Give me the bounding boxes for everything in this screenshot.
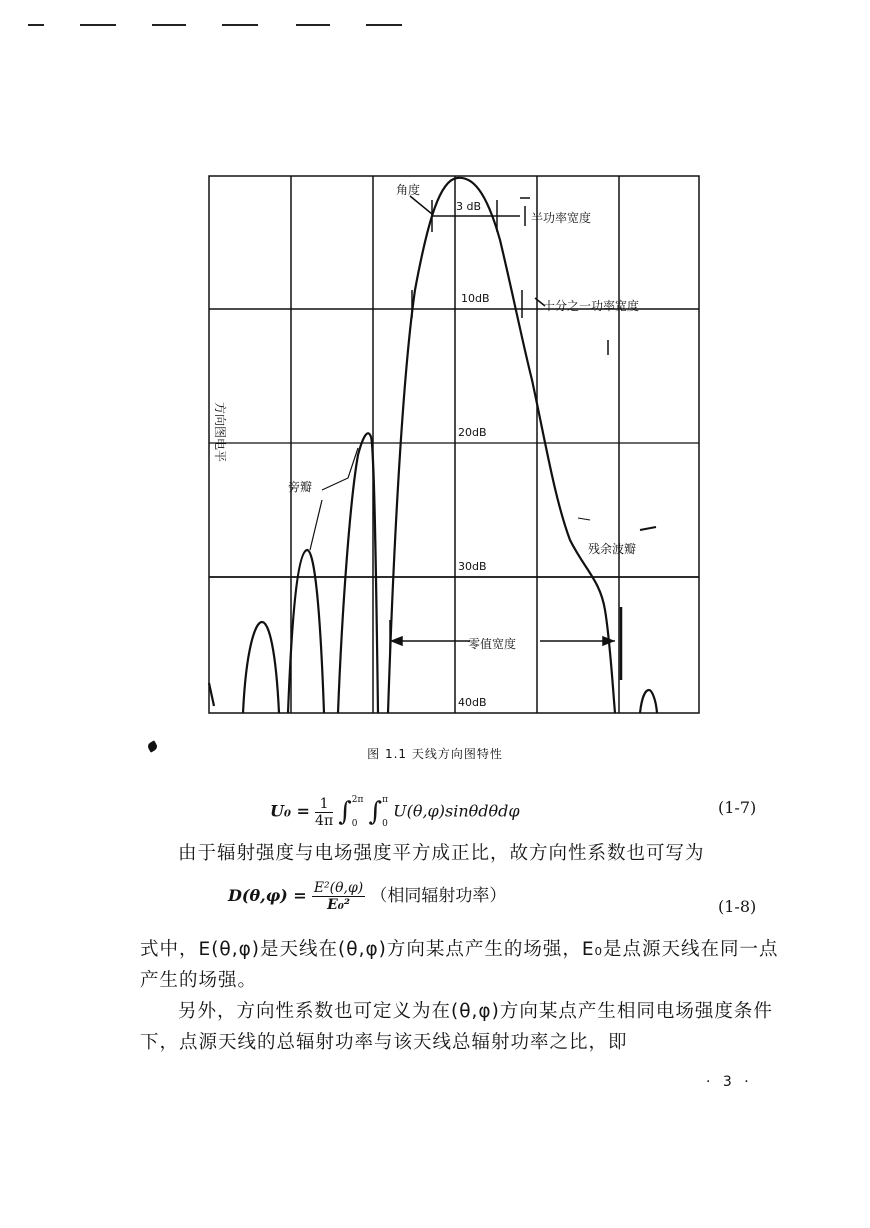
- equation-1-8-number: (1-8): [718, 897, 757, 916]
- annotation-tenth-power: 十分之一功率宽度: [543, 299, 640, 313]
- db-label-40: 40dB: [458, 696, 487, 709]
- side-lobe-pointer: [322, 448, 358, 490]
- plot-frame: [209, 176, 699, 713]
- paragraph-3: 另外，方向性系数也可定义为在(θ,φ)方向某点产生相同电场强度条件下，点源天线的总辐射功率与该天线总辐射功率之比，即: [140, 1001, 773, 1053]
- eq17-frac-num: 1: [315, 796, 333, 813]
- residual-mark: [578, 518, 590, 520]
- figure-caption: 图 1.1 天线方向图特性: [367, 747, 503, 761]
- eq18-lhs: D(θ,φ) =: [228, 886, 307, 905]
- paragraph-2: 式中，E(θ,φ)是天线在(θ,φ)方向某点产生的场强，E₀是点源天线在同一点产生的场强。: [140, 939, 779, 991]
- pattern-curve: [209, 178, 657, 713]
- annotation-side-lobe: 旁瓣: [288, 480, 313, 494]
- residual-mark: [640, 527, 656, 530]
- db-label-30: 30dB: [458, 560, 487, 573]
- eq17-integral-1: ∫: [338, 797, 352, 827]
- eq18-frac-den: E₀²: [327, 897, 350, 913]
- eq17-int1-limits: 2π 0: [351, 795, 364, 829]
- db-label-3: 3 dB: [456, 200, 482, 213]
- equation-1-7: [270, 788, 520, 836]
- equation-1-7-number: (1-7): [718, 798, 757, 817]
- eq17-frac-den: 4π: [315, 812, 334, 829]
- eq17-integrand: U(θ,φ)sinθdθdφ: [393, 801, 520, 821]
- eq18-fraction: [312, 880, 365, 913]
- annotation-half-power: 半功率宽度: [531, 211, 592, 225]
- page-number: · 3 ·: [706, 1074, 753, 1090]
- eq18-frac-num: E²(θ,φ): [313, 880, 364, 896]
- eq17-integral-2: ∫: [368, 797, 383, 827]
- null-width-markers: [390, 198, 621, 680]
- paragraph-1: 由于辐射强度与电场强度平方成正比，故方向性系数也可写为: [178, 843, 705, 864]
- equation-1-8: [228, 880, 506, 913]
- eq17-lhs: U₀ =: [270, 801, 310, 821]
- eq17-fraction: [315, 796, 333, 829]
- annotation-null-width: 零值宽度: [468, 637, 517, 651]
- db-label-10: 10dB: [461, 292, 490, 305]
- eq18-condition: （相同辐射功率）: [370, 886, 507, 906]
- annotation-residual: 残余波瓣: [588, 542, 637, 556]
- side-lobe-pointer-lower: [310, 500, 322, 550]
- y-axis-label: 方向图电平: [213, 402, 227, 463]
- eq17-int2-limits: π 0: [382, 795, 388, 829]
- db-label-20: 20dB: [458, 426, 487, 439]
- annotation-angle: 角度: [396, 183, 421, 197]
